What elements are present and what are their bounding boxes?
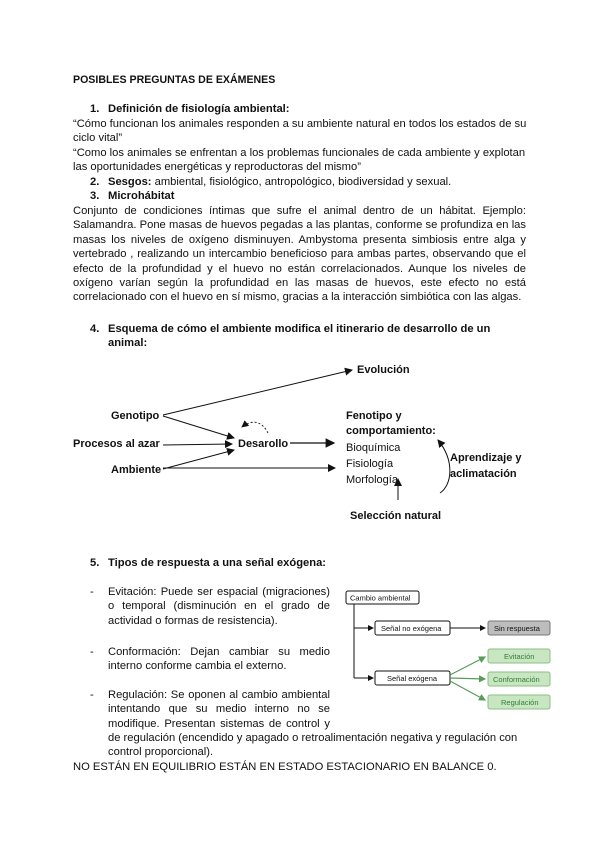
item2-line [108,175,451,190]
label-sin-respuesta: Sin respuesta [494,624,540,633]
label-morfologia: Morfología [346,474,398,486]
bullet-line: modifique. Presentan sistemas de control y [108,717,330,730]
bullet-line: actividad o formas de resistencia). [108,614,278,627]
item3-line: vertebrado , realizando un intercambio beneficioso para ambas partes, observando que el [73,248,526,261]
bullet-dash: - [90,586,94,598]
bullet-line: o temporal (disminución en el grado de [108,600,330,613]
item2-heading: Sesgos: [108,176,152,188]
arrow-ambiente-desarollo [163,450,234,469]
bullet-dash: - [90,646,94,658]
item1-quote1-line1: “Cómo funcionan los animales responden a su ambiente natural en todos los estados de su [73,118,527,130]
item1-number: 1. [90,103,100,115]
arrow-genotipo-desarollo [163,416,234,438]
item3-line: Conjunto de condiciones íntimas que sufre el animal dentro de un hábitat. Ejemplo: [73,205,526,217]
bullet-line: Conformación: Dejan cambiar su medio [108,646,330,658]
label-aclimatacion: aclimatación [450,468,517,480]
item4-heading-line1: Esquema de cómo el ambiente modifica el itinerario de desarrollo de un [108,323,491,335]
regulacion-cont-line2: control proporcional). [108,746,214,758]
arrow-to-regulacion [450,681,485,700]
item1-quote2-line2: las oportunidades energéticas y reproductoras del mismo” [73,161,361,173]
response-diagram [340,585,570,725]
label-conformacion: Conformación [493,675,540,684]
development-diagram [0,355,600,555]
bullet-line: intentando que su medio interno no se [108,703,330,716]
item2-number: 2. [90,176,100,188]
arrow-to-conformacion [450,678,485,679]
label-seleccion-natural: Selección natural [350,510,442,522]
regulacion-cont-line1: de regulación (encendido y apagado o retroalimentación negativa y regulación con [108,732,518,744]
item4-number: 4. [90,323,100,335]
bullet-line: interno conforme cambia el externo. [108,660,287,673]
item3-line: correlacionado con el huevo en sí mismo, gracias a la interacción simbiótica con las algas. [73,291,522,304]
label-cambio-ambiental: Cambio ambiental [350,593,411,603]
item1-heading: Definición de fisiología ambiental: [108,103,290,115]
arrow-genotipo-evolucion [163,370,352,415]
item3-line: efecto de la profundidad y el huevo no están correlacionados. Aunque los niveles de [73,262,526,275]
label-aprendizaje: Aprendizaje y [450,452,522,464]
item3-line: oxígeno varían según la profundidad en las masas de huevos, este efecto no está [73,277,526,289]
item5-heading: Tipos de respuesta a una señal exógena: [108,557,327,569]
item3-heading: Microhábitat [108,190,175,202]
page-title: POSIBLES PREGUNTAS DE EXÁMENES [73,74,276,86]
label-senal-exogena: Señal exógena [387,674,438,683]
label-fenotipo-line2: comportamiento: [346,425,436,437]
item3-line: Salamandra. Pone masas de huevos pegadas a las plantas, conforme se profundiza en las [73,219,526,232]
label-senal-no-exogena: Señal no exógena [381,624,442,633]
arrow-procesos-desarollo [163,444,232,445]
item1-quote2-line1: “Como los animales se enfrentan a los problemas funcionales de cada ambiente y explotan [73,147,526,159]
label-evitacion: Evitación [504,652,535,661]
label-genotipo: Genotipo [111,410,160,422]
label-desarollo: Desarollo [238,438,289,450]
item3-number: 3. [90,190,100,202]
item2-text: ambiental, fisiológico, antropológico, biodiversidad y sexual. [151,176,452,188]
label-ambiente: Ambiente [111,464,162,476]
item3-line: masas los niveles de oxígeno disminuyen. Ambystoma presenta simbiosis entre alga y [73,233,526,246]
label-fenotipo-line1: Fenotipo y [346,410,402,422]
bullet-line: Evitación: Puede ser espacial (migraciones) [108,586,330,598]
arrow-to-evitacion [450,657,485,675]
label-evolucion: Evolución [357,364,410,376]
label-regulacion: Regulación [501,698,539,707]
item4-heading-line2: animal: [108,337,148,349]
footer-note: NO ESTÁN EN EQUILIBRIO ESTÁN EN ESTADO ESTACIONARIO EN BALANCE 0. [73,761,497,773]
label-procesos-azar: Procesos al azar [73,438,160,450]
item1-quote1-line2: ciclo vital” [73,132,123,144]
feedback-dashed-arrow [242,422,268,433]
bullet-line: Regulación: Se oponen al cambio ambiental [108,689,330,701]
label-bioquimica: Bioquímica [346,442,401,454]
bullet-dash: - [90,689,94,701]
label-fisiologia: Fisiología [346,458,394,470]
aprendizaje-curved-arrow [438,440,450,493]
item5-number: 5. [90,557,100,569]
